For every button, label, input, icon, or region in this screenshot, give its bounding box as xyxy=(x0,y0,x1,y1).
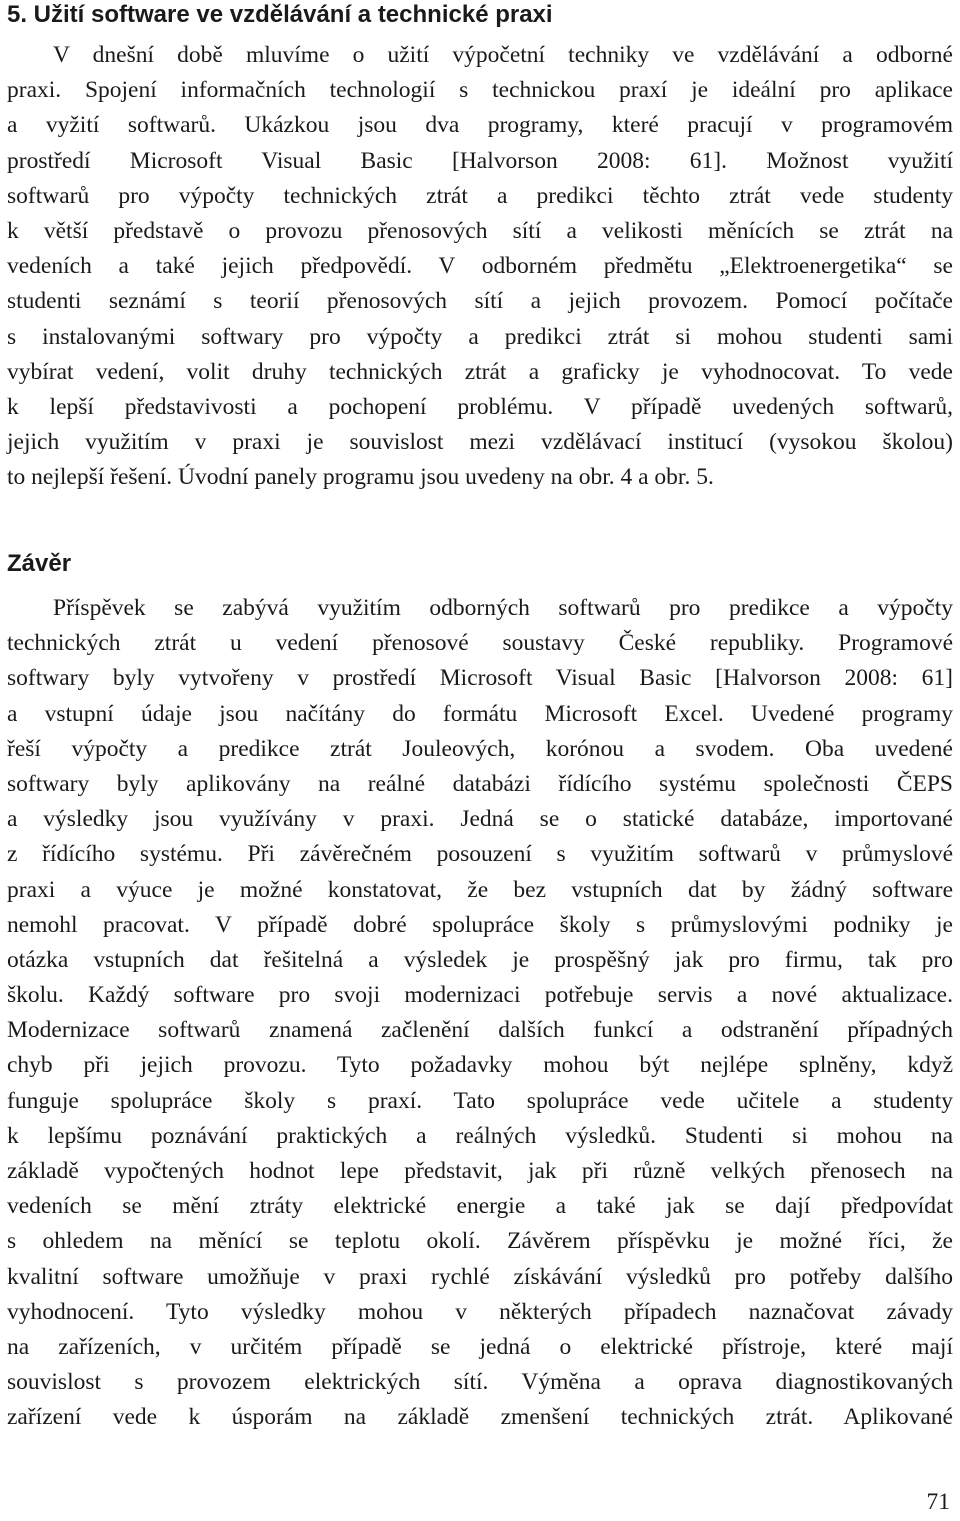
text-line: zařízení vede k úsporám na základě zmenšení technických ztrát. Aplikované xyxy=(7,1404,953,1431)
text-line: k větší představě o provozu přenosových sítí a velikosti měnících se ztrát na xyxy=(7,217,953,244)
text-line: funguje spolupráce školy s praxí. Tato spolupráce vede učitele a studenty xyxy=(7,1087,953,1114)
paragraph-software-in-education xyxy=(7,38,953,495)
text-line: nemohl pracovat. V případě dobré spolupráce školy s průmyslovými podniky je xyxy=(7,911,953,938)
text-line: souvislost s provozem elektrických sítí. Výměna a oprava diagnostikovaných xyxy=(7,1369,953,1396)
text-line: a výsledky jsou využívány v praxi. Jedná se o statické databáze, importované xyxy=(7,806,953,833)
text-line: chyb při jejich provozu. Tyto požadavky mohou být nejlépe splněny, když xyxy=(7,1052,953,1079)
text-line: vyhodnocení. Tyto výsledky mohou v některých případech naznačovat závady xyxy=(7,1298,953,1325)
text-line: s instalovanými softwary pro výpočty a predikci ztrát si mohou studenti sami xyxy=(7,323,953,350)
text-line: s ohledem na měnící se teplotu okolí. Závěrem příspěvku je možné říci, že xyxy=(7,1228,953,1255)
text-line: z řídícího systému. Při závěrečném posouzení s využitím softwarů v průmyslové xyxy=(7,841,953,868)
section-heading-software-in-education: 5. Užití software ve vzdělávání a technické praxi xyxy=(7,1,553,28)
text-line: kvalitní software umožňuje v praxi rychlé získávání výsledků pro potřeby dalšího xyxy=(7,1263,953,1290)
text-line: studenti seznámí s teorií přenosových sítí a jejich provozem. Pomocí počítače xyxy=(7,288,953,315)
text-line: Modernizace softwarů znamená začlenění dalších funkcí a odstranění případných xyxy=(7,1017,953,1044)
text-line: to nejlepší řešení. Úvodní panely programu jsou uvedeny na obr. 4 a obr. 5. xyxy=(7,464,714,491)
page-number: 71 xyxy=(926,1489,950,1515)
text-line: školu. Každý software pro svoji modernizaci potřebuje servis a nové aktualizace. xyxy=(7,982,953,1009)
text-line: k lepšímu poznávání praktických a reálných výsledků. Studenti si mohou na xyxy=(7,1122,953,1149)
text-line: Příspěvek se zabývá využitím odborných softwarů pro predikce a výpočty xyxy=(53,595,953,621)
text-line: vedeních a také jejich předpovědí. V odborném předmětu „Elektroenergetika“ se xyxy=(7,253,953,280)
text-line: softwary byly vytvořeny v prostředí Microsoft Visual Basic [Halvorson 2008: 61] xyxy=(7,665,953,692)
text-line: jejich využitím v praxi je souvislost mezi vzdělávací institucí (vysokou školou) xyxy=(7,429,953,456)
text-line: softwary byly aplikovány na reálné databázi řídícího systému společnosti ČEPS xyxy=(7,770,953,797)
text-line: praxi a výuce je možné konstatovat, že bez vstupních dat by žádný software xyxy=(7,876,953,903)
text-line: praxi. Spojení informačních technologií s technickou praxí je ideální pro aplikace xyxy=(7,77,953,104)
text-line: otázka vstupních dat řešitelná a výsledek je prospěšný jak pro firmu, tak pro xyxy=(7,946,953,973)
text-line: vedeních se mění ztráty elektrické energie a také jak se dají předpovídat xyxy=(7,1193,953,1220)
text-line: na zařízeních, v určitém případě se jedná o elektrické přístroje, které mají xyxy=(7,1333,953,1360)
text-line: V dnešní době mluvíme o užití výpočetní techniky ve vzdělávání a odborné xyxy=(53,42,953,68)
paragraph-conclusion xyxy=(7,591,953,1436)
text-line: vybírat vedení, volit druhy technických ztrát a graficky je vyhodnocovat. To vede xyxy=(7,358,953,385)
text-line: a vstupní údaje jsou načítány do formátu Microsoft Excel. Uvedené programy xyxy=(7,700,953,727)
text-line: technických ztrát u vedení přenosové soustavy České republiky. Programové xyxy=(7,630,953,657)
section-heading-conclusion: Závěr xyxy=(7,550,72,577)
text-line: řeší výpočty a predikce ztrát Jouleových, korónou a svodem. Oba uvedené xyxy=(7,735,953,762)
text-line: prostředí Microsoft Visual Basic [Halvorson 2008: 61]. Možnost využití xyxy=(7,147,953,174)
text-line: k lepší představivosti a pochopení problému. V případě uvedených softwarů, xyxy=(7,393,953,420)
text-line: softwarů pro výpočty technických ztrát a predikci těchto ztrát vede studenty xyxy=(7,182,953,209)
text-line: základě vypočtených hodnot lepe představit, jak při různě velkých přenosech na xyxy=(7,1158,953,1184)
text-line: a vyžití softwarů. Ukázkou jsou dva programy, které pracují v programovém xyxy=(7,112,953,139)
